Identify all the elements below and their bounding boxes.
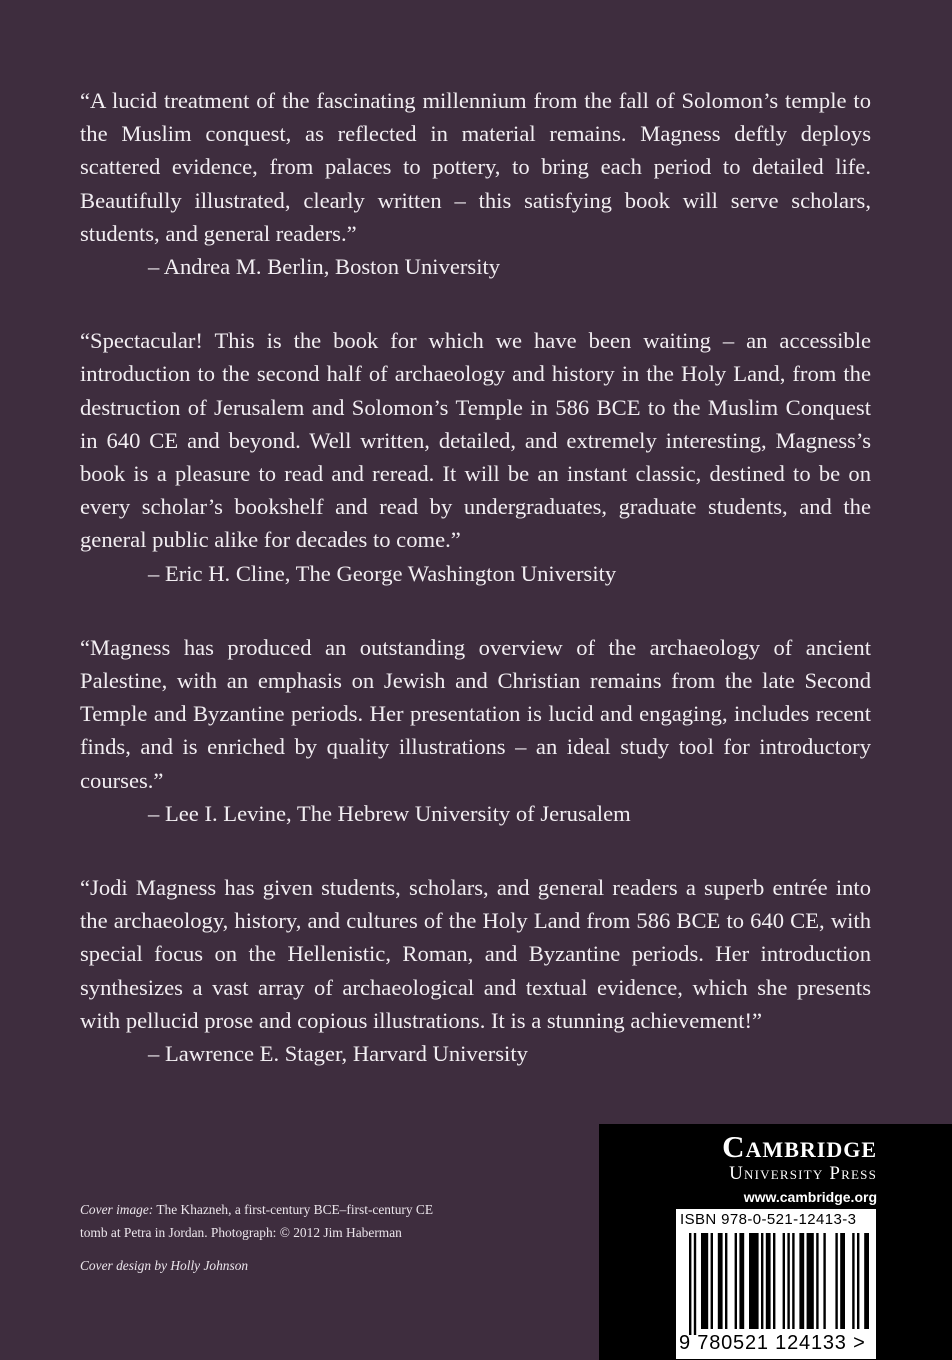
barcode-bar (783, 1233, 785, 1329)
barcode-bar (823, 1233, 825, 1329)
quote-text: “Jodi Magness has given students, scholars, and general readers a superb entrée into the archaeology, history, and cultures of the Holy Land from 586 BCE to 640 CE, with special focus on the Hellenistic, Roman, and Byzantine periods. Her introduction synthesizes a vast array of archaeological and textual evidence, which she presents with pellucid prose and copious illustrations. It is a stunning achievement!” (80, 875, 871, 1033)
barcode-bar (864, 1233, 869, 1329)
barcode-bar (739, 1233, 744, 1329)
barcode-bar (718, 1233, 723, 1329)
barcode-bar (761, 1233, 763, 1329)
quote-text: “Magness has produced an outstanding overview of the archaeology of ancient Palestine, with an emphasis on Jewish and Christian remains from the late Second Temple and Byzantine periods. Her presentation is lucid and engaging, includes recent finds, and is enriched by quality illustrations – an ideal study tool for introductory courses.” (80, 634, 871, 793)
endorsements (80, 84, 871, 1111)
quote-attribution: – Lee I. Levine, The Hebrew University of Jerusalem (148, 800, 631, 826)
endorsement-stager (80, 871, 871, 1070)
barcode-bar (749, 1233, 759, 1329)
cover-image-line2: tomb at Petra in Jordan. Photograph: © 2012 Jim Haberman (80, 1225, 402, 1240)
cover-design-credit: Cover design by Holly Johnson (80, 1258, 249, 1273)
publisher-name: Cambridge (722, 1129, 877, 1164)
barcode-bar (711, 1233, 713, 1329)
publisher-subname: University Press (729, 1163, 877, 1184)
quote-attribution: – Andrea M. Berlin, Boston University (148, 254, 501, 280)
quote-text: “Spectacular! This is the book for which we have been waiting – an accessible introduction to the second half of archaeology and history in the Holy Land, from the destruction of Jerusalem and Solomon’s Temple in 586 BCE to the Muslim Conquest in 640 CE and beyond. Well written, detailed, and extremely interesting, Magness’s book is a pleasure to read and reread. It will be an instant classic, destined to be on every scholar’s bookshelf and read by undergraduates, graduate students, and the general public alike for decades to come.” (80, 328, 871, 553)
barcode (676, 1209, 876, 1359)
barcode-bar (689, 1233, 691, 1335)
barcode-bar (766, 1233, 771, 1329)
quote-text: “A lucid treatment of the fascinating millennium from the fall of Solomon’s temple to the Muslim conquest, as reflected in material remains. Magness deftly deploys scattered evidence, from palaces to pottery, to bring each period to detailed life. Beautifully illustrated, clearly written – this satisfying book will serve scholars, students, and general readers.” (80, 88, 871, 246)
cover-image-label: Cover image: (80, 1202, 154, 1217)
endorsement-levine (80, 631, 871, 830)
barcode-bar (799, 1233, 804, 1329)
barcode-bar (787, 1233, 789, 1329)
barcode-bar (840, 1233, 845, 1329)
publisher-url: www.cambridge.org (743, 1189, 877, 1205)
endorsement-berlin (80, 84, 871, 283)
barcode-bar (735, 1233, 737, 1329)
barcode-bar (792, 1233, 794, 1329)
quote-attribution: – Eric H. Cline, The George Washington University (148, 560, 617, 586)
cover-image-credit (80, 1198, 500, 1221)
quote-attribution: – Lawrence E. Stager, Harvard University (148, 1041, 528, 1067)
barcode-bar (773, 1233, 775, 1329)
barcode-bar (725, 1233, 727, 1329)
isbn-label: ISBN 978-0-521-12413-3 (680, 1211, 857, 1228)
barcode-digits: 9 780521 124133 > (679, 1332, 866, 1354)
endorsement-cline (80, 324, 871, 590)
publisher-box (599, 1124, 952, 1360)
barcode-bar (835, 1233, 837, 1329)
cover-credits (80, 1198, 500, 1277)
barcode-bar (852, 1233, 854, 1329)
publisher-logo (722, 1130, 877, 1208)
barcode-bar (807, 1233, 814, 1329)
barcode-bar (857, 1233, 859, 1329)
barcode-bar (694, 1233, 696, 1335)
cover-image-line1: The Khazneh, a first-century BCE–first-century CE (153, 1202, 434, 1217)
barcode-bar (816, 1233, 818, 1329)
barcode-bar (701, 1233, 708, 1329)
